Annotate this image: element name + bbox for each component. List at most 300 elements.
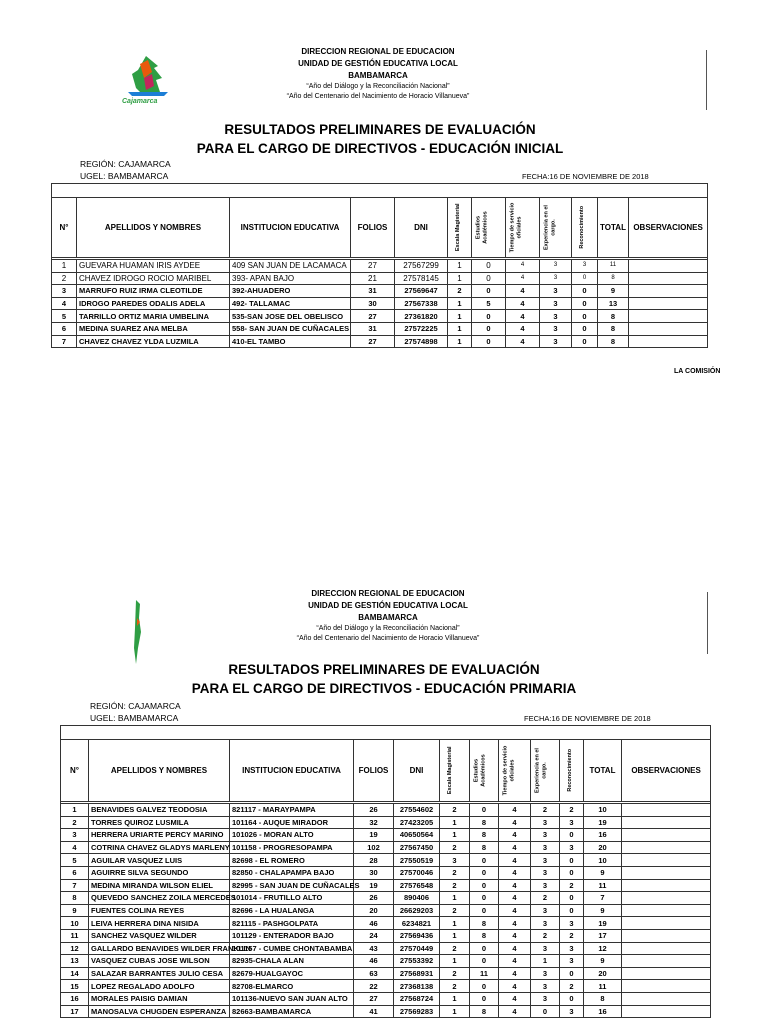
row-observaciones bbox=[622, 980, 711, 993]
row-institucion: 82679-HUALGAYOC bbox=[230, 967, 354, 980]
row-escala: 1 bbox=[440, 955, 470, 968]
row-folios: 26 bbox=[354, 892, 394, 905]
col-header-folios: FOLIOS bbox=[354, 740, 394, 802]
row-experiencia: 3 bbox=[540, 297, 572, 310]
row-institucion: 82850 - CHALAPAMPA BAJO bbox=[230, 866, 354, 879]
row-experiencia: 0 bbox=[531, 1005, 560, 1018]
results-table-primaria bbox=[60, 725, 711, 1018]
row-folios: 27 bbox=[354, 992, 394, 1005]
table-row bbox=[61, 942, 711, 955]
table-header-row bbox=[52, 198, 708, 258]
row-estudios: 0 bbox=[470, 866, 499, 879]
table-row bbox=[61, 829, 711, 842]
region-info bbox=[90, 700, 181, 724]
row-observaciones bbox=[622, 929, 711, 942]
row-estudios: 8 bbox=[470, 929, 499, 942]
row-experiencia: 3 bbox=[540, 335, 572, 348]
row-nombre: BENAVIDES GALVEZ TEODOSIA bbox=[89, 804, 230, 817]
row-observaciones bbox=[629, 260, 708, 273]
row-number: 12 bbox=[61, 942, 89, 955]
col-header-ie: INSTITUCION EDUCATIVA bbox=[230, 740, 354, 802]
row-observaciones bbox=[622, 841, 711, 854]
row-reconocimiento: 2 bbox=[560, 980, 584, 993]
row-dni: 6234821 bbox=[394, 917, 440, 930]
row-nombre: QUEVEDO SANCHEZ ZOILA MERCEDES bbox=[89, 892, 230, 905]
row-estudios: 0 bbox=[470, 804, 499, 817]
table-row bbox=[61, 980, 711, 993]
row-folios: 46 bbox=[354, 917, 394, 930]
row-nombre: HERRERA URIARTE PERCY MARINO bbox=[89, 829, 230, 842]
row-experiencia: 1 bbox=[531, 955, 560, 968]
title-line-1: RESULTADOS PRELIMINARES DE EVALUACIÓN bbox=[228, 662, 540, 677]
row-number: 11 bbox=[61, 929, 89, 942]
blank-row bbox=[61, 726, 711, 740]
row-estudios: 0 bbox=[472, 322, 506, 335]
col-header-dni: DNI bbox=[395, 198, 448, 258]
row-tiempo: 4 bbox=[499, 892, 531, 905]
row-observaciones bbox=[622, 992, 711, 1005]
row-total: 9 bbox=[584, 955, 622, 968]
table-row bbox=[52, 335, 708, 348]
row-reconocimiento: 3 bbox=[560, 841, 584, 854]
row-nombre: COTRINA CHAVEZ GLADYS MARLENY bbox=[89, 841, 230, 854]
row-experiencia: 3 bbox=[531, 980, 560, 993]
row-estudios: 0 bbox=[472, 260, 506, 273]
comision-signature: LA COMISIÓN bbox=[674, 368, 721, 375]
table-row bbox=[61, 866, 711, 879]
row-escala: 2 bbox=[440, 804, 470, 817]
header-line-1: DIRECCION REGIONAL DE EDUCACION bbox=[311, 589, 465, 598]
row-institucion: 410-EL TAMBO bbox=[230, 335, 351, 348]
row-total: 11 bbox=[598, 260, 629, 273]
row-estudios: 0 bbox=[472, 335, 506, 348]
row-nombre: TARRILLO ORTIZ MARIA UMBELINA bbox=[77, 310, 230, 323]
col-header-escala: Escala Magisterial bbox=[448, 198, 472, 258]
row-observaciones bbox=[622, 804, 711, 817]
row-observaciones bbox=[622, 917, 711, 930]
col-header-reconocimiento: Reconocimiento bbox=[572, 198, 598, 258]
row-escala: 2 bbox=[440, 967, 470, 980]
row-institucion: 101136-NUEVO SAN JUAN ALTO bbox=[230, 992, 354, 1005]
row-estudios: 8 bbox=[470, 1005, 499, 1018]
table-row bbox=[52, 285, 708, 298]
row-nombre: AGUIRRE SILVA SEGUNDO bbox=[89, 866, 230, 879]
row-estudios: 0 bbox=[470, 942, 499, 955]
row-estudios: 0 bbox=[470, 854, 499, 867]
row-number: 3 bbox=[52, 285, 77, 298]
row-number: 3 bbox=[61, 829, 89, 842]
row-tiempo: 4 bbox=[506, 310, 540, 323]
row-total: 9 bbox=[584, 866, 622, 879]
row-tiempo: 4 bbox=[499, 942, 531, 955]
row-number: 15 bbox=[61, 980, 89, 993]
row-experiencia: 3 bbox=[540, 260, 572, 273]
row-institucion: 535-SAN JOSE DEL OBELISCO bbox=[230, 310, 351, 323]
row-dni: 27368138 bbox=[394, 980, 440, 993]
row-experiencia: 3 bbox=[531, 866, 560, 879]
row-number: 1 bbox=[61, 804, 89, 817]
row-institucion: 558- SAN JUAN DE CUÑACALES bbox=[230, 322, 351, 335]
row-dni: 27574898 bbox=[395, 335, 448, 348]
row-experiencia: 3 bbox=[540, 322, 572, 335]
row-total: 13 bbox=[598, 297, 629, 310]
col-header-escala: Escala Magisterial bbox=[440, 740, 470, 802]
row-dni: 27569647 bbox=[395, 285, 448, 298]
row-reconocimiento: 0 bbox=[560, 866, 584, 879]
row-nombre: IDROGO PAREDES ODALIS ADELA bbox=[77, 297, 230, 310]
year-motto-1: “Año del Diálogo y la Reconciliación Nacional” bbox=[316, 625, 460, 632]
row-folios: 46 bbox=[354, 955, 394, 968]
row-dni: 27570046 bbox=[394, 866, 440, 879]
row-folios: 30 bbox=[354, 866, 394, 879]
row-reconocimiento: 0 bbox=[560, 992, 584, 1005]
row-number: 4 bbox=[52, 297, 77, 310]
header-line-3: BAMBAMARCA bbox=[348, 71, 408, 80]
date-label: FECHA:16 DE NOVIEMBRE DE 2018 bbox=[524, 714, 651, 723]
row-number: 13 bbox=[61, 955, 89, 968]
row-reconocimiento: 0 bbox=[560, 967, 584, 980]
table-row bbox=[52, 272, 708, 285]
row-escala: 2 bbox=[440, 841, 470, 854]
row-folios: 30 bbox=[351, 297, 395, 310]
row-institucion: 409 SAN JUAN DE LACAMACA bbox=[230, 260, 351, 273]
table-row bbox=[61, 904, 711, 917]
row-institucion: 82995 - SAN JUAN DE CUÑACALES bbox=[230, 879, 354, 892]
col-header-n: N° bbox=[61, 740, 89, 802]
row-reconocimiento: 0 bbox=[572, 322, 598, 335]
col-header-dni: DNI bbox=[394, 740, 440, 802]
row-tiempo: 4 bbox=[499, 929, 531, 942]
page-title bbox=[134, 660, 634, 698]
row-reconocimiento: 0 bbox=[572, 297, 598, 310]
row-number: 16 bbox=[61, 992, 89, 1005]
row-estudios: 0 bbox=[472, 272, 506, 285]
row-escala: 2 bbox=[440, 866, 470, 879]
row-escala: 1 bbox=[448, 297, 472, 310]
row-reconocimiento: 0 bbox=[572, 272, 598, 285]
row-institucion: 101157 - CUMBE CHONTABAMBA bbox=[230, 942, 354, 955]
col-header-ie: INSTITUCION EDUCATIVA bbox=[230, 198, 351, 258]
row-number: 5 bbox=[61, 854, 89, 867]
ugel-label: UGEL: BAMBAMARCA bbox=[80, 171, 169, 181]
title-line-2: PARA EL CARGO DE DIRECTIVOS - EDUCACIÓN INICIAL bbox=[196, 141, 564, 156]
row-experiencia: 3 bbox=[531, 942, 560, 955]
col-header-nombres: APELLIDOS Y NOMBRES bbox=[77, 198, 230, 258]
row-dni: 27553392 bbox=[394, 955, 440, 968]
row-observaciones bbox=[622, 829, 711, 842]
col-header-folios: FOLIOS bbox=[351, 198, 395, 258]
title-line-1: RESULTADOS PRELIMINARES DE EVALUACIÓN bbox=[224, 122, 536, 137]
row-estudios: 0 bbox=[470, 955, 499, 968]
row-observaciones bbox=[629, 272, 708, 285]
row-experiencia: 2 bbox=[531, 929, 560, 942]
row-nombre: AGUILAR VASQUEZ LUIS bbox=[89, 854, 230, 867]
row-escala: 2 bbox=[448, 285, 472, 298]
row-tiempo: 4 bbox=[499, 804, 531, 817]
row-experiencia: 3 bbox=[540, 272, 572, 285]
table-row bbox=[61, 955, 711, 968]
row-folios: 22 bbox=[354, 980, 394, 993]
page-title bbox=[130, 120, 630, 158]
row-tiempo: 4 bbox=[499, 904, 531, 917]
row-estudios: 8 bbox=[470, 829, 499, 842]
table-row bbox=[61, 1005, 711, 1018]
row-observaciones bbox=[629, 322, 708, 335]
row-escala: 1 bbox=[440, 929, 470, 942]
row-number: 10 bbox=[61, 917, 89, 930]
row-escala: 2 bbox=[440, 879, 470, 892]
row-total: 7 bbox=[584, 892, 622, 905]
row-tiempo: 4 bbox=[499, 829, 531, 842]
date-label: FECHA:16 DE NOVIEMBRE DE 2018 bbox=[522, 172, 649, 181]
row-dni: 27569283 bbox=[394, 1005, 440, 1018]
row-dni: 890406 bbox=[394, 892, 440, 905]
row-estudios: 0 bbox=[472, 285, 506, 298]
row-observaciones bbox=[622, 955, 711, 968]
row-experiencia: 3 bbox=[531, 917, 560, 930]
row-reconocimiento: 0 bbox=[560, 854, 584, 867]
row-estudios: 0 bbox=[470, 892, 499, 905]
col-header-nombres: APELLIDOS Y NOMBRES bbox=[89, 740, 230, 802]
row-estudios: 0 bbox=[470, 980, 499, 993]
row-escala: 2 bbox=[440, 904, 470, 917]
table-row bbox=[61, 804, 711, 817]
row-nombre: GUEVARA HUAMAN IRIS AYDEE bbox=[77, 260, 230, 273]
row-number: 17 bbox=[61, 1005, 89, 1018]
row-escala: 1 bbox=[448, 272, 472, 285]
row-total: 8 bbox=[598, 335, 629, 348]
row-institucion: 82696 - LA HUALANGA bbox=[230, 904, 354, 917]
row-tiempo: 4 bbox=[499, 955, 531, 968]
row-observaciones bbox=[622, 942, 711, 955]
col-header-total: TOTAL bbox=[584, 740, 622, 802]
row-observaciones bbox=[629, 335, 708, 348]
row-experiencia: 3 bbox=[531, 904, 560, 917]
row-institucion: 492- TALLAMAC bbox=[230, 297, 351, 310]
row-dni: 27572225 bbox=[395, 322, 448, 335]
row-observaciones bbox=[622, 854, 711, 867]
row-reconocimiento: 2 bbox=[560, 804, 584, 817]
row-dni: 27361820 bbox=[395, 310, 448, 323]
row-tiempo: 4 bbox=[499, 816, 531, 829]
row-number: 5 bbox=[52, 310, 77, 323]
row-escala: 2 bbox=[440, 980, 470, 993]
row-observaciones bbox=[622, 866, 711, 879]
row-experiencia: 2 bbox=[531, 804, 560, 817]
row-folios: 24 bbox=[354, 929, 394, 942]
row-number: 2 bbox=[52, 272, 77, 285]
row-tiempo: 4 bbox=[506, 335, 540, 348]
row-institucion: 82698 - EL ROMERO bbox=[230, 854, 354, 867]
row-institucion: 101129 - ENTERADOR BAJO bbox=[230, 929, 354, 942]
row-reconocimiento: 2 bbox=[560, 879, 584, 892]
row-nombre: CHAVEZ IDROGO ROCIO MARIBEL bbox=[77, 272, 230, 285]
row-experiencia: 3 bbox=[531, 854, 560, 867]
col-header-experiencia: Experiencia en el cargo. bbox=[531, 740, 560, 802]
row-estudios: 0 bbox=[470, 904, 499, 917]
row-estudios: 0 bbox=[470, 879, 499, 892]
row-experiencia: 3 bbox=[531, 992, 560, 1005]
row-nombre: MEDINA SUAREZ ANA MELBA bbox=[77, 322, 230, 335]
row-institucion: 82663-BAMBAMARCA bbox=[230, 1005, 354, 1018]
row-total: 20 bbox=[584, 841, 622, 854]
row-folios: 19 bbox=[354, 829, 394, 842]
row-escala: 1 bbox=[440, 1005, 470, 1018]
header-line-3: BAMBAMARCA bbox=[358, 613, 418, 622]
row-institucion: 821115 - PASHGOLPATA bbox=[230, 917, 354, 930]
row-number: 7 bbox=[61, 879, 89, 892]
row-experiencia: 3 bbox=[531, 967, 560, 980]
row-number: 1 bbox=[52, 260, 77, 273]
row-nombre: MEDINA MIRANDA WILSON ELIEL bbox=[89, 879, 230, 892]
col-header-tiempo: Tiempo de servicio oficiales bbox=[499, 740, 531, 802]
row-institucion: 821117 - MARAYPAMPA bbox=[230, 804, 354, 817]
row-folios: 41 bbox=[354, 1005, 394, 1018]
row-escala: 1 bbox=[448, 310, 472, 323]
row-nombre: SANCHEZ VASQUEZ WILDER bbox=[89, 929, 230, 942]
row-dni: 27568724 bbox=[394, 992, 440, 1005]
table-row bbox=[52, 260, 708, 273]
row-estudios: 11 bbox=[470, 967, 499, 980]
row-nombre: SALAZAR BARRANTES JULIO CESA bbox=[89, 967, 230, 980]
row-tiempo: 4 bbox=[506, 297, 540, 310]
row-escala: 1 bbox=[440, 892, 470, 905]
row-number: 6 bbox=[61, 866, 89, 879]
row-experiencia: 3 bbox=[531, 879, 560, 892]
row-experiencia: 3 bbox=[540, 310, 572, 323]
row-total: 11 bbox=[584, 980, 622, 993]
row-institucion: 82935-CHALA ALAN bbox=[230, 955, 354, 968]
row-escala: 3 bbox=[440, 854, 470, 867]
row-nombre: CHAVEZ CHAVEZ YLDA LUZMILA bbox=[77, 335, 230, 348]
row-reconocimiento: 0 bbox=[572, 285, 598, 298]
row-tiempo: 4 bbox=[499, 854, 531, 867]
row-total: 8 bbox=[598, 322, 629, 335]
row-folios: 27 bbox=[351, 335, 395, 348]
table-row bbox=[61, 992, 711, 1005]
row-escala: 2 bbox=[440, 942, 470, 955]
blank-row bbox=[52, 184, 708, 198]
row-total: 19 bbox=[584, 816, 622, 829]
col-header-experiencia: Experiencia en el cargo. bbox=[540, 198, 572, 258]
row-tiempo: 4 bbox=[499, 992, 531, 1005]
row-total: 9 bbox=[584, 904, 622, 917]
table-row bbox=[61, 841, 711, 854]
table-row bbox=[61, 816, 711, 829]
row-observaciones bbox=[622, 904, 711, 917]
header-line-2: UNIDAD DE GESTIÓN EDUCATIVA LOCAL bbox=[298, 59, 458, 68]
row-total: 20 bbox=[584, 967, 622, 980]
row-total: 12 bbox=[584, 942, 622, 955]
row-institucion: 101158 - PROGRESOPAMPA bbox=[230, 841, 354, 854]
institution-header bbox=[210, 588, 566, 644]
row-observaciones bbox=[622, 967, 711, 980]
row-total: 10 bbox=[584, 804, 622, 817]
row-experiencia: 3 bbox=[531, 841, 560, 854]
row-estudios: 0 bbox=[470, 992, 499, 1005]
table-row bbox=[61, 879, 711, 892]
year-motto-2: “Año del Centenario del Nacimiento de Horacio Villanueva” bbox=[286, 93, 470, 100]
row-folios: 21 bbox=[351, 272, 395, 285]
row-estudios: 8 bbox=[470, 841, 499, 854]
row-observaciones bbox=[622, 1005, 711, 1018]
table-row bbox=[61, 929, 711, 942]
row-institucion: 101026 - MORAN ALTO bbox=[230, 829, 354, 842]
row-dni: 27423205 bbox=[394, 816, 440, 829]
row-number: 7 bbox=[52, 335, 77, 348]
year-motto-1: “Año del Diálogo y la Reconciliación Nacional” bbox=[306, 83, 450, 90]
institution-header bbox=[200, 46, 556, 102]
row-dni: 26629203 bbox=[394, 904, 440, 917]
row-number: 4 bbox=[61, 841, 89, 854]
row-total: 9 bbox=[598, 285, 629, 298]
row-reconocimiento: 3 bbox=[560, 942, 584, 955]
row-observaciones bbox=[622, 879, 711, 892]
row-experiencia: 3 bbox=[531, 829, 560, 842]
table-row bbox=[61, 967, 711, 980]
row-nombre: TORRES QUIROZ LUSMILA bbox=[89, 816, 230, 829]
row-nombre: FUENTES COLINA REYES bbox=[89, 904, 230, 917]
row-folios: 31 bbox=[351, 285, 395, 298]
title-line-2: PARA EL CARGO DE DIRECTIVOS - EDUCACIÓN PRIMARIA bbox=[191, 681, 577, 696]
row-dni: 27567338 bbox=[395, 297, 448, 310]
year-motto-2: “Año del Centenario del Nacimiento de Horacio Villanueva” bbox=[296, 635, 480, 642]
row-number: 2 bbox=[61, 816, 89, 829]
row-folios: 27 bbox=[351, 260, 395, 273]
row-dni: 27578145 bbox=[395, 272, 448, 285]
row-tiempo: 4 bbox=[499, 917, 531, 930]
results-table-inicial bbox=[51, 183, 708, 348]
ugel-label: UGEL: BAMBAMARCA bbox=[90, 713, 179, 723]
row-total: 8 bbox=[598, 310, 629, 323]
region-label: REGIÓN: CAJAMARCA bbox=[90, 701, 181, 711]
row-folios: 27 bbox=[351, 310, 395, 323]
col-header-observaciones: OBSERVACIONES bbox=[622, 740, 711, 802]
row-folios: 28 bbox=[354, 854, 394, 867]
row-number: 8 bbox=[61, 892, 89, 905]
row-number: 9 bbox=[61, 904, 89, 917]
row-escala: 1 bbox=[440, 816, 470, 829]
row-dni: 27567299 bbox=[395, 260, 448, 273]
table-header-row bbox=[61, 740, 711, 802]
row-total: 8 bbox=[584, 992, 622, 1005]
row-tiempo: 4 bbox=[506, 260, 540, 273]
row-estudios: 8 bbox=[470, 917, 499, 930]
row-reconocimiento: 0 bbox=[572, 335, 598, 348]
row-tiempo: 4 bbox=[506, 272, 540, 285]
row-folios: 102 bbox=[354, 841, 394, 854]
row-number: 6 bbox=[52, 322, 77, 335]
row-tiempo: 4 bbox=[499, 841, 531, 854]
row-reconocimiento: 3 bbox=[560, 816, 584, 829]
row-institucion: 392-AHUADERO bbox=[230, 285, 351, 298]
row-folios: 19 bbox=[354, 879, 394, 892]
row-tiempo: 4 bbox=[499, 1005, 531, 1018]
row-reconocimiento: 0 bbox=[560, 904, 584, 917]
row-total: 17 bbox=[584, 929, 622, 942]
row-escala: 1 bbox=[440, 829, 470, 842]
row-observaciones bbox=[629, 310, 708, 323]
row-institucion: 101014 - FRUTILLO ALTO bbox=[230, 892, 354, 905]
col-header-estudios: Estudios Académicos bbox=[472, 198, 506, 258]
row-number: 14 bbox=[61, 967, 89, 980]
row-reconocimiento: 3 bbox=[572, 260, 598, 273]
row-institucion: 101164 - AUQUE MIRADOR bbox=[230, 816, 354, 829]
region-info bbox=[80, 158, 171, 182]
table-row bbox=[61, 917, 711, 930]
row-reconocimiento: 0 bbox=[572, 310, 598, 323]
cajamarca-logo bbox=[128, 598, 148, 666]
